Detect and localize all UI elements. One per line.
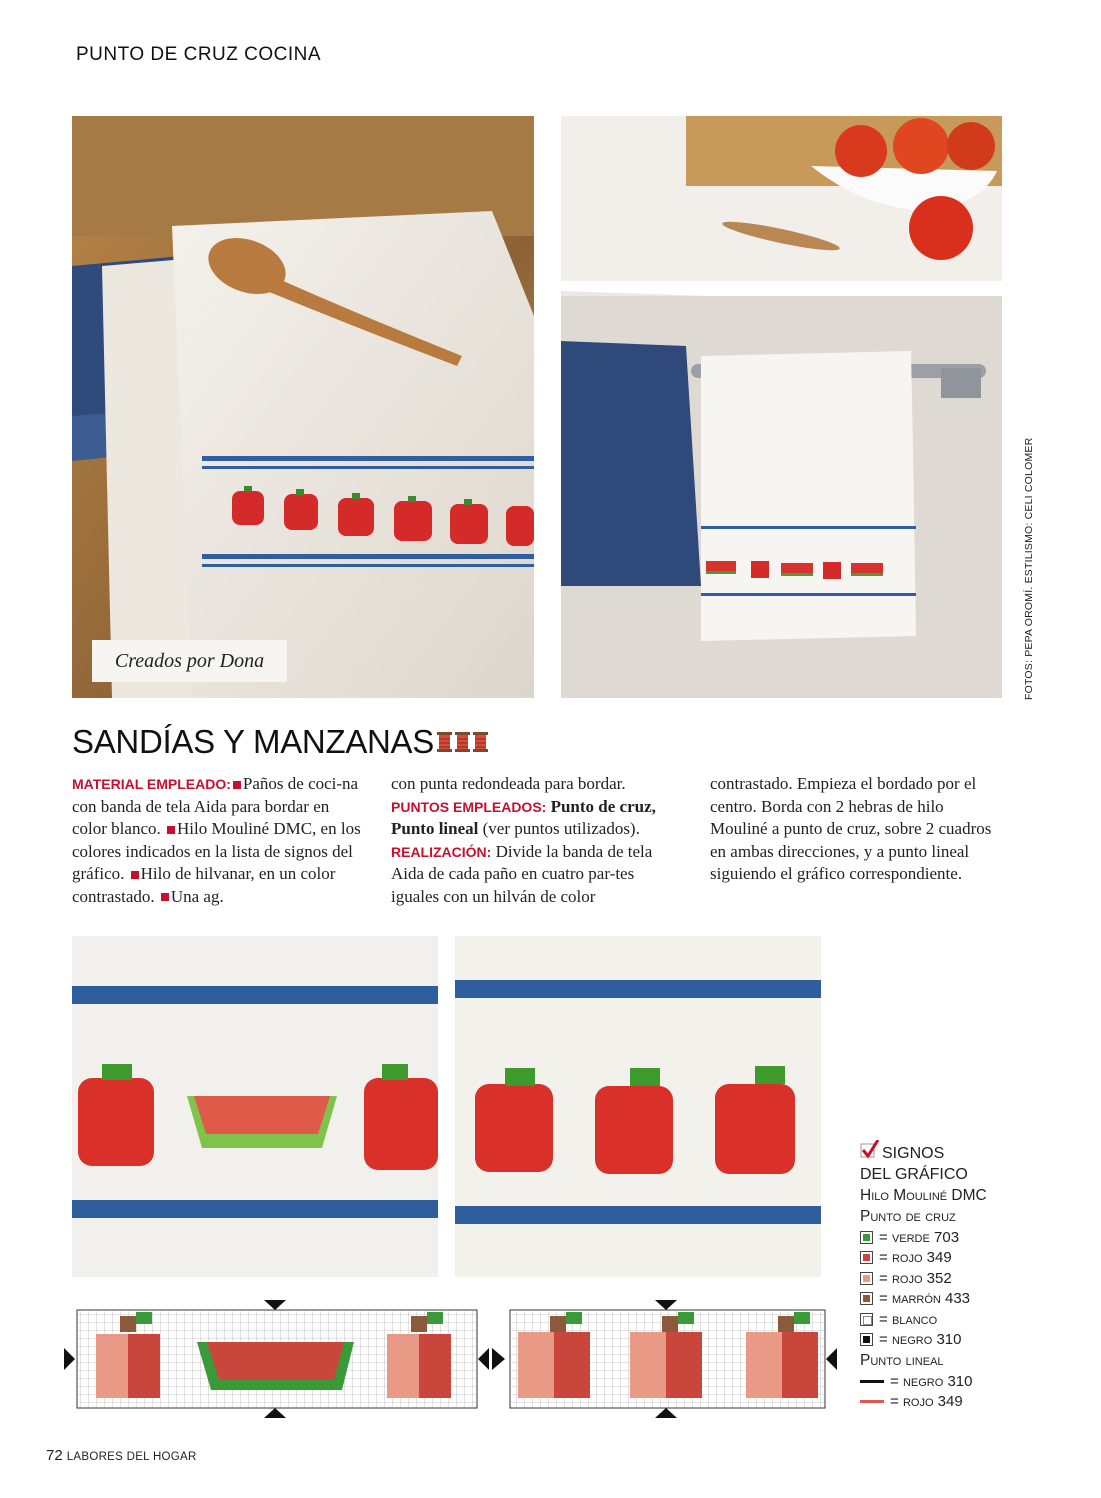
section-header: PUNTO DE CRUZ COCINA: [76, 44, 322, 65]
article-title: [72, 723, 490, 761]
stitch-chart-2: [492, 1298, 837, 1422]
legend-item: [860, 1227, 1060, 1248]
photo-caption: Creados por Dona: [92, 640, 287, 682]
legend-swatch: [860, 1333, 873, 1346]
body-column-2: con punta redondeada para bordar. PUNTOS EMPLEADOS: Punto de cruz, Punto lineal (ver puntos utilizados). REALIZACIÓN: Divide la banda de tela Aida de cada paño en cuatro par-tes iguales con un hilván de color: [391, 774, 656, 906]
check-icon: [860, 1140, 880, 1160]
legend-line-item: [860, 1392, 1060, 1413]
legend-items: [860, 1227, 1060, 1350]
bullet-square-icon: [233, 781, 241, 789]
bullet-square-icon: [131, 871, 139, 879]
chart-legend: [860, 1140, 1060, 1412]
difficulty-rating: [436, 731, 490, 753]
legend-lines: [860, 1371, 1060, 1412]
legend-item-label: = rojo 352: [879, 1269, 952, 1287]
photo-towel-spoon: [72, 116, 534, 698]
legend-swatch: [860, 1251, 873, 1264]
page-footer: [46, 1447, 197, 1464]
legend-item-label: = marrón 433: [879, 1290, 971, 1308]
stitch-chart-1: [64, 1298, 489, 1422]
legend-line-swatch: [860, 1400, 884, 1403]
page-number: 72: [46, 1447, 63, 1464]
legend-cross-stitch: Punto de cruz: [860, 1208, 956, 1225]
thread-spool-icon: [454, 731, 471, 753]
body-column-1: MATERIAL EMPLEADO: Paños de coci-na con banda de tela Aida para bordar en color blanco. Hilo Mouliné DMC, en los colores indicados en la lista de signos del gráfico. Hilo de hilvanar, en un color contrastado. Una ag.: [72, 774, 361, 906]
body-column-3: contrastado. Empieza el bordado por el centro. Borda con 2 hebras de hilo Mouliné a punto de cruz, sobre 2 cuadros en ambas direcciones, y a punto lineal siguiendo el gráfico correspondiente.: [710, 774, 992, 883]
bullet-square-icon: [167, 826, 175, 834]
legend-item: [860, 1330, 1060, 1351]
legend-item-label: = negro 310: [879, 1331, 962, 1349]
legend-item-label: = blanco: [879, 1310, 938, 1328]
legend-item: [860, 1309, 1060, 1330]
photo-closeup-apples: [455, 936, 821, 1277]
magazine-name: LABORES DEL HOGAR: [66, 1451, 197, 1463]
legend-title: SIGNOS DEL GRÁFICO: [860, 1140, 1060, 1185]
legend-line-label: = negro 310: [890, 1372, 973, 1390]
legend-swatch: [860, 1292, 873, 1305]
legend-backstitch: Punto lineal: [860, 1352, 944, 1369]
legend-swatch: [860, 1272, 873, 1285]
legend-item-label: = rojo 349: [879, 1249, 952, 1267]
article-title-text: SANDÍAS Y MANZANAS: [72, 723, 434, 760]
legend-line-swatch: [860, 1380, 884, 1383]
photo-credit: FOTOS: PEPA OROMÍ. ESTILISMO: CELI COLOMER: [1023, 437, 1035, 700]
thread-spool-icon: [472, 731, 489, 753]
photo-closeup-watermelon-apples: [72, 936, 438, 1277]
legend-item: [860, 1289, 1060, 1310]
bullet-square-icon: [161, 893, 169, 901]
legend-swatch: [860, 1313, 873, 1326]
legend-item: [860, 1248, 1060, 1269]
label-realizacion: REALIZACIÓN:: [391, 843, 492, 860]
legend-line-item: [860, 1371, 1060, 1392]
legend-thread: Hilo Mouliné DMC: [860, 1187, 987, 1204]
legend-item: [860, 1268, 1060, 1289]
legend-item-label: = verde 703: [879, 1228, 960, 1246]
thread-spool-icon: [436, 731, 453, 753]
photo-kitchen-rail: [561, 116, 1002, 698]
label-puntos: PUNTOS EMPLEADOS:: [391, 798, 547, 815]
legend-line-label: = rojo 349: [890, 1393, 963, 1411]
label-material: MATERIAL EMPLEADO:: [72, 776, 231, 792]
legend-swatch: [860, 1231, 873, 1244]
